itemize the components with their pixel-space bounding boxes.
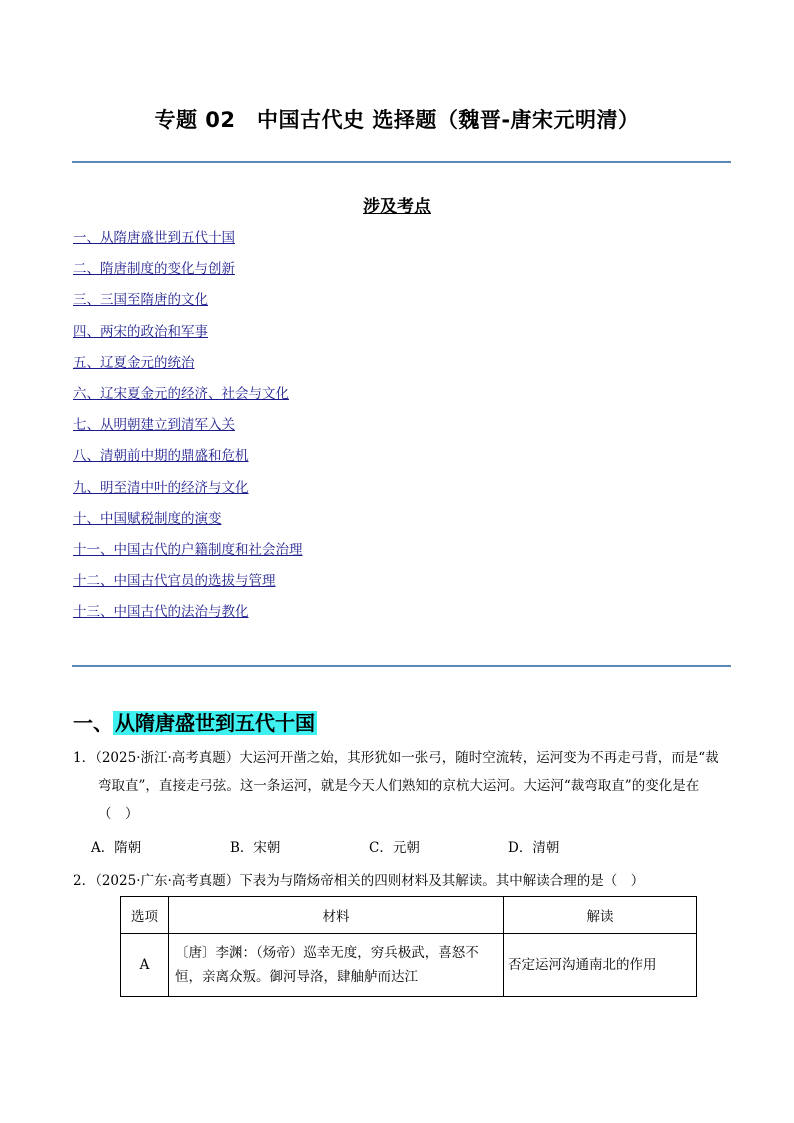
table-cell-interpretation: 否定运河沟通南北的作用 (504, 934, 697, 997)
toc-item (73, 353, 303, 384)
toc-link-4[interactable]: 四、两宋的政治和军事 (73, 323, 208, 340)
toc-link-2[interactable]: 二、隋唐制度的变化与创新 (73, 261, 235, 278)
toc-item (73, 415, 303, 446)
toc-item (73, 322, 303, 353)
option-a: A．隋朝 (91, 840, 142, 856)
section-title-highlight: 从隋唐盛世到五代十国 (115, 711, 315, 735)
toc-item (73, 571, 303, 602)
toc-link-10[interactable]: 十、中国赋税制度的演变 (73, 510, 222, 527)
table-cell-option: A (121, 934, 169, 997)
option-d: D．清朝 (508, 840, 560, 856)
toc-link-1[interactable]: 一、从隋唐盛世到五代十国 (73, 230, 235, 246)
question-2: 2．（2025·广东·高考真题）下表为与隋炀帝相关的四则材料及其解读。其中解读合理的是（ ） (73, 873, 645, 889)
table-header-material: 材料 (169, 897, 504, 934)
option-b: B．宋朝 (230, 840, 281, 856)
toc-link-6[interactable]: 六、辽宋夏金元的经济、社会与文化 (73, 385, 289, 402)
question-1 (73, 744, 733, 828)
document-title: 专题 02 中国古代史 选择题（魏晋-唐宋元明清） (154, 108, 640, 132)
toc-item (73, 446, 303, 477)
top-divider (72, 161, 731, 163)
toc-link-12[interactable]: 十二、中国古代官员的选拔与管理 (73, 573, 276, 590)
toc-item (73, 540, 303, 571)
question-1-line-2: 弯取直”，直接走弓弦。这一条运河，就是今天人们熟知的京杭大运河。大运河“裁弯取直”的变化是在 (98, 778, 700, 794)
toc-link-5[interactable]: 五、辽夏金元的统治 (73, 354, 195, 371)
table-row (121, 934, 697, 997)
toc-link-9[interactable]: 九、明至清中叶的经济与文化 (73, 479, 249, 496)
bottom-divider (72, 665, 731, 667)
toc-heading: 涉及考点 (363, 197, 431, 217)
toc-list (73, 228, 303, 633)
toc-link-11[interactable]: 十一、中国古代的户籍制度和社会治理 (73, 541, 303, 558)
table-header-interpretation: 解读 (504, 897, 697, 934)
question-1-options (91, 836, 731, 856)
toc-link-13[interactable]: 十三、中国古代的法治与教化 (73, 604, 249, 621)
option-c: C．元朝 (369, 840, 420, 856)
toc-item (73, 384, 303, 415)
toc-link-7[interactable]: 七、从明朝建立到清军入关 (73, 417, 235, 434)
section-heading (73, 707, 317, 736)
toc-item (73, 478, 303, 509)
toc-link-8[interactable]: 八、清朝前中期的鼎盛和危机 (73, 448, 249, 465)
table-header-option: 选项 (121, 897, 169, 934)
section-number: 一、 (73, 711, 113, 735)
table-cell-material: 〔唐〕李渊：（炀帝）巡幸无度，穷兵极武，喜怒不恒，亲离众叛。御河导洛，肆舳舻而达江 (169, 934, 504, 997)
toc-item (73, 259, 303, 290)
table-header-row (121, 897, 697, 934)
toc-item (73, 602, 303, 633)
question-1-line-1: 1．（2025·浙江·高考真题）大运河开凿之始，其形犹如一张弓，随时空流转，运河变为不再走弓背，而是“裁 (73, 750, 719, 766)
toc-item (73, 509, 303, 540)
toc-item (73, 290, 303, 321)
toc-link-3[interactable]: 三、三国至隋唐的文化 (73, 292, 208, 309)
question-1-answer-blank: （ ） (98, 806, 139, 822)
toc-item (73, 228, 303, 259)
material-table (120, 896, 697, 997)
